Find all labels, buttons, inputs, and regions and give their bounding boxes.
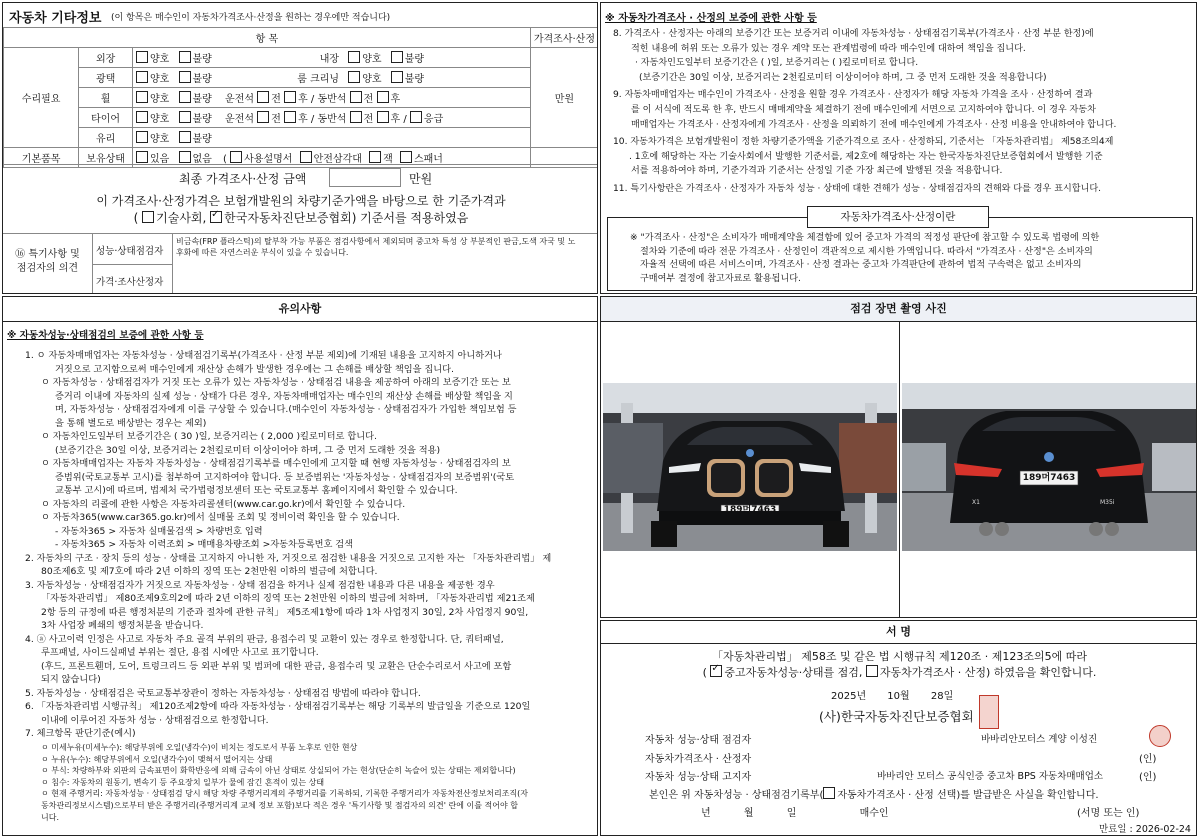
note-line: 80조제6호 및 제7호에 따라 2년 이하의 징역 또는 2천만원 이하의 벌금에 처합니다. [41,566,378,577]
bad-label: 불량 [192,134,212,145]
inspector-label: 성능·상태점검자 [93,234,173,265]
good-label: 양호 [362,74,382,85]
exterior-bad-checkbox[interactable] [179,51,191,63]
note-line: - 자동차365 > 자동차 이력조회 > 매매용차량조회 >자동차등록번호 검색 [55,539,354,550]
rear-label: 후 / [298,114,315,125]
buyer-day: 일 [786,808,797,819]
tire-label: 타이어 [79,108,133,128]
exterior-interior-row [133,48,531,68]
receipt-line [649,786,1099,801]
triangle-checkbox[interactable] [300,151,312,163]
notes-list [25,349,595,741]
rear-car-photo [902,383,1196,551]
tire-driver-rear-checkbox[interactable] [284,111,296,123]
photo-section [600,296,1197,618]
spanner-label: 스패너 [413,154,443,165]
note-line: 「자동차관리법」 제80조제9호의2에 따라 2년 이하의 징역 또는 2천만원 이하의 벌금에 처하며, 「자동차관리법 제21조제 [41,593,535,604]
appraiser-label: 가격·조사산정자 [93,265,173,294]
good-label: 양호 [150,94,170,105]
front-label: 전 [271,94,281,105]
rear-model-text: M35i [1100,499,1115,506]
bad-label: 불량 [192,94,212,105]
special-label: ⑯ 특기사항 및 점검자의 의견 [3,234,93,294]
item-line: 서를 적용하여야 하며, 기준가격과 기준서는 산정일 기준 가장 최근에 발행된 것을 적용합니다. [631,166,1003,177]
item-line: 9. 자동차매매업자는 매수인이 가격조사 · 산정을 원할 경우 가격조사 · 산정자가 해당 자동차 가격을 조사 · 산정하여 결과 [613,90,1093,101]
rear-plate-text: 189머7463 [1022,473,1076,483]
front-car-illustration [603,383,897,551]
front-label: 전 [363,114,374,125]
front-label: 전 [363,94,374,105]
interior-bad-checkbox[interactable] [391,51,403,63]
section-title: 자동차 기타정보 [9,11,102,26]
confirm-a: 중고자동차성능·상태를 점검, [724,666,863,679]
notes-heading: 유의사항 [3,297,597,322]
bad-label: 불량 [192,54,212,65]
basis-tail: ) 기준서를 적용하였음 [351,211,469,225]
criteria-line: ㅇ 누유(누수): 해당부위에서 오일(냉각수)이 맺혀서 떨어지는 상태 [41,754,273,764]
kadiga-label: 한국자동차진단보증협회 [224,211,352,225]
confirm-b: 자동차가격조사 · 산정) 하였음을 확인합니다. [879,666,1097,679]
appraiser-label: 자동차가격조사 · 산정자 [645,754,752,765]
note-line: 2항 등의 규정에 따른 행정처분의 기준과 절차에 관한 규칙」 제5조제1항에 따라 1차 사업정지 30일, 2차 사업정지 90일, [41,606,529,618]
notifier-label: 자동차 성능·상태 고지자 [645,772,752,783]
glass-bad-checkbox[interactable] [179,131,191,143]
have-checkbox[interactable] [136,151,148,163]
bad-label: 불량 [404,54,425,65]
basis-options: ( 기술사회, ✓한국자동차진단보증협회) 기준서를 적용하였음 [3,210,598,227]
buyer-month: 월 [743,808,754,819]
special-notes-block [3,233,598,294]
note-line: 을 통해 별도로 배상받는 경우는 제외) [55,417,207,429]
basic-items-row: 있음 없음 ( 사용설명서 안전삼각대 잭 스패너 [133,148,531,168]
interior-label: 내장 [319,54,340,65]
photo-divider [899,321,900,617]
jack-checkbox[interactable] [369,151,381,163]
note-line: 6. 「자동차관리법 시행규칙」 제120조제2항에 따라 자동차성능 · 상태점검기록부는 해당 기록부의 발급일을 기준으로 120일 [25,701,531,712]
definition-line: 자율적 선택에 따른 서비스이며, 가격조사 · 산정 결과는 중고차 가격판단에 관하여 법적 구속력은 없고 소비자의 [640,260,1082,270]
note-line: 2. 자동차의 구조 · 장치 등의 성능 · 상태를 고지하지 아니한 자, 거짓으로 점검한 내용을 거짓으로 고지한 자는 「자동차관리법」 제 [25,552,552,564]
room-bad-checkbox[interactable] [391,71,403,83]
criteria-line: ㅇ 미세누유(미세누수): 해당부위에 오일(냉각수)이 비치는 정도로서 부품 노후로 인한 현상 [41,743,358,752]
emergency-label: 응급 [423,114,444,125]
final-price-label: 최종 가격조사·산정 금액 [179,172,307,186]
tech-society-label: 기술사회 [156,211,203,225]
repair-price-unit: 만원 [554,94,575,105]
section-subtitle: (이 항목은 매수인이 자동차가격조사·산정을 원하는 경우에만 적습니다) [111,13,391,23]
exterior-label: 외장 [79,48,133,68]
note-line: (후드, 프론트휀더, 도어, 트렁크리드 등 외판 부위 및 범퍼에 대한 판금, 용접수리 및 교환은 단순수리로서 사고에 포함 [41,660,512,672]
tire-emergency-checkbox[interactable] [410,111,422,123]
bad-label: 불량 [192,74,212,85]
note-line: 3. 자동차성능 · 상태점검자가 거짓으로 자동차성능 · 상태 점검을 하거나 실제 점검한 내용과 다른 내용을 제공한 경우 [25,579,495,591]
inspector-name: 바바리안모터스 계양 이성진 [981,734,1098,745]
wheel-good-checkbox[interactable] [136,91,148,103]
tire-driver-front-checkbox[interactable] [257,111,269,123]
room-good-checkbox[interactable] [348,71,360,83]
item-line: 8. 가격조사 · 산정자는 아래의 보증기간 또는 보증거리 이내에 자동차성능 · 상태점검기록부(가격조사 · 산정 부분 한정)에 [613,29,1094,39]
manual-checkbox[interactable] [230,151,242,163]
rear-car-illustration [902,383,1196,551]
bad-label: 불량 [404,74,425,85]
good-label: 양호 [150,114,170,125]
inspector-opinion: 비금속(FRP 플라스틱)의 탈부착 가능 부품은 점검사항에서 제외되며 중고차 특성 상 부분적인 판금,도색 자국 및 노후화에 따른 자연스러운 부식이 있을 수 있습니다. [176,237,576,257]
receipt-a: 본인은 위 자동차성능 · 상태점검기록부( [649,790,824,801]
wheel-bad-checkbox[interactable] [179,91,191,103]
sign-year: 2025년 [831,691,867,702]
note-line: ㅇ 자동차성능 · 상태점검자가 거짓 또는 오류가 있는 자동차성능 · 상태점검 내용을 제공하여 아래의 보증기간 또는 보 [41,377,511,388]
note-line: 4. ⓐ 사고이력 인정은 사고로 자동차 주요 골격 부위의 판금, 용접수리 및 교환이 있는 경우로 한정합니다. 단, 쿼터패널, [25,633,504,645]
criteria-line: ㅇ 침수: 자동차의 원동기, 변속기 등 주요장치 일부가 물에 잠긴 흔적이 있는 상태 [41,777,325,787]
rear-badge-text: X1 [972,499,980,506]
tire-bad-checkbox[interactable] [179,111,191,123]
basis-text [3,193,598,227]
gloss-bad-checkbox[interactable] [179,71,191,83]
note-line: ㅇ 자동차의 리콜에 관한 사항은 자동차리콜센터(www.car.go.kr)에서 확인할 수 있습니다. [41,498,406,510]
tire-pass-rear-checkbox[interactable] [377,111,389,123]
tech-society-checkbox[interactable] [142,211,154,223]
criteria-line: 동차관리정보시스템)으로부터 받은 주행거리(주행거리계 교체 정보 포함)보다 적은 경우 '특기사항 및 점검자의 의견' 란에 이를 적어야 합 [41,800,518,810]
wheel-driver-front-checkbox[interactable] [257,91,269,103]
good-label: 양호 [150,134,170,145]
front-car-photo [603,383,897,551]
interior-good-checkbox[interactable] [348,51,360,63]
price-appraisal-checkbox[interactable] [866,665,878,677]
glass-good-checkbox[interactable] [136,131,148,143]
law-line: 「자동차관리법」 제58조 및 같은 법 시행규칙 제120조 · 제123조의5에 따라 [712,650,1087,663]
performance-check-checkbox[interactable] [710,665,722,677]
wheel-driver-rear-checkbox[interactable] [284,91,296,103]
photo-heading: 점검 장면 촬영 사진 [601,297,1196,322]
wheel-pass-front-checkbox[interactable] [350,91,362,103]
sign-date [831,687,953,702]
item-line: 11. 특기사항란은 가격조사 · 산정자가 자동차 성능 · 상태에 대한 견해가 성능 · 상태점검자의 견해와 다를 경우 표시합니다. [613,183,1102,194]
notifier-mark: (인) [1139,772,1157,783]
note-line: 7. 체크항목 판단기준(예시) [25,728,136,739]
receipt-b: 자동차가격조사 · 산정 선택)를 발급받은 사실을 확인합니다. [837,790,1099,801]
bad-label: 불량 [192,114,212,125]
have-label: 있음 [150,154,170,165]
tire-pass-front-checkbox[interactable] [350,111,362,123]
manual-label: 사용설명서 [244,154,293,165]
definition-line: 구매여부 결정에 참고자료로 활용됩니다. [640,273,801,284]
tire-good-checkbox[interactable] [136,111,148,123]
price-definition-box [607,217,1193,291]
note-line: (보증기간은 30일 이상, 보증거리는 2천킬로미터 이상이어야 하며, 그 중 먼저 도래한 것을 적용) [55,444,441,456]
none-label: 없음 [192,154,212,165]
buyer-sign-field[interactable]: (서명 또는 인) [1077,808,1140,819]
note-line: 3차 사업장 폐쇄의 행정처분을 받습니다. [41,620,204,631]
note-line: ㅇ 자동차인도일부터 보증기간은 ( 30 )일, 보증거리는 ( 2,000 )킬로미터로 합니다. [41,431,377,442]
tire-row [133,108,531,128]
notifier-name: 바바리안 모터스 공식인증 중고차 BPS 자동차매매업소 [877,771,1104,782]
none-checkbox[interactable] [179,151,191,163]
possession-label: 보유상태 [79,148,133,168]
wheel-pass-rear-checkbox[interactable] [377,91,389,103]
notes-section [2,296,598,836]
passenger-seat-label: 동반석 [317,94,347,105]
price-guarantee-heading: ※ 자동차가격조사 · 산정의 보증에 관한 사항 등 [605,13,817,24]
appraiser-mark: (인) [1139,754,1157,765]
front-label: 전 [271,114,281,125]
item-line: 적힌 내용에 허위 또는 오류가 있는 경우 계약 또는 관계법령에 따라 매수인에 대하여 책임을 집니다. [631,43,1026,54]
header-price: 가격조사·산정 [530,28,598,48]
gloss-good-checkbox[interactable] [136,71,148,83]
org-name: (사)한국자동차진단보증협회 [819,709,974,724]
item-line: . 1호에 해당하는 자는 기술사회에서 발행한 기준서를, 제2호에 해당하는 자는 한국자동차진단보증협회에서 발행한 기준 [629,151,1103,162]
notes-small-list [41,742,597,823]
condition-table [3,27,598,168]
expiry-date: 만료일 : 2026-02-24 [1099,824,1191,835]
passenger-seat-label: 동반석 [317,114,347,125]
criteria-line: ㅇ 부식: 차량하부와 외판의 금속표면이 화학반응에 의해 금속이 아닌 상태로 상실되어 가는 현상(단순히 녹슬어 있는 상태는 제외합니다) [41,766,516,776]
kadiga-checkbox[interactable] [210,211,222,223]
org-seal [979,695,999,729]
triangle-label: 안전삼각대 [313,154,362,165]
price-guarantee-section [600,2,1197,294]
signature-heading: 서 명 [601,621,1196,644]
front-plate-text: 189머7463 [723,505,777,515]
driver-seat-label: 운전석 [225,94,255,105]
criteria-line: 니다. [41,812,59,822]
inspector-label: 자동차 성능·상태 점검자 [645,735,752,746]
rear-label: 후 / [298,94,315,105]
criteria-line: ㅇ 현재 주행거리: 자동차성능 · 상태점검 당시 해당 차량 주행거리계의 주행거리를 기록하되, 기록한 주행거리가 자동차전산정보처리조직(자 [41,789,528,799]
buyer-date-line [701,804,889,819]
note-line: 5. 자동차성능 · 상태점검은 국토교통부장관이 정하는 자동차성능 · 상태점검 방법에 따라야 합니다. [25,687,421,699]
note-line: 며, 자동차성능 · 상태점검자에게 이를 구상할 수 있습니다.(매수인이 자동차성능 · 상태점검자가 가입한 책임보험 등 [55,404,517,415]
note-line: 이내에 이루어진 자동차 성능 · 상태점검으로 한정합니다. [41,714,269,726]
note-line: 루프패널, 사이드실패널 부위는 절단, 용접 시에만 사고로 표기합니다. [41,647,319,658]
basic-label: 기본품목 [4,148,79,168]
note-line: 교통부 고시)에 따르며, 법제처 국가법령정보센터 또는 국토교통부 홈페이지에서 확인할 수 있습니다. [55,485,458,496]
section-title-bar [3,3,597,28]
sign-day: 28일 [930,691,954,702]
item-line: 를 이 서식에 적도록 한 후, 반드시 매매계약을 체결하기 전에 매수인에게 서면으로 고지하여야 합니다. 이 경우 자동차 [631,104,1096,115]
final-price-row [3,164,598,191]
rear-label: 후 [390,94,401,105]
basis-line: 이 가격조사·산정가격은 보험개발원의 차량기준가액을 바탕으로 한 기준가격과 [96,194,506,208]
note-line: ㅇ 자동차매매업자는 자동차 자동차성능 · 상태점검기록부를 매수인에게 고지할 때 현행 자동차성능 · 상태점검자의 보 [41,458,511,469]
gloss-label: 광택 [79,68,133,88]
wheel-row [133,88,531,108]
gloss-room-row [133,68,531,88]
price-definition-title: 자동차가격조사·산정이란 [807,206,989,228]
definition-line: 절차와 기준에 따라 전문 가격조사 · 산정인이 객관적으로 제시한 가액입니다. 따라서 "가격조사 · 산정"은 소비자의 [640,246,1093,257]
repair-price-cell [530,48,598,148]
notes-subheading: ※ 자동차성능·상태점검의 보증에 관한 사항 등 [7,330,204,341]
driver-seat-label: 운전석 [225,114,255,125]
confirm-line: ( ✓중고자동차성능·상태를 점검, 자동차가격조사 · 산정) 하였음을 확인합니다. [601,664,1197,680]
note-line: - 자동차365 > 자동차 실매물검색 > 차량번호 입력 [55,525,263,537]
price-guarantee-items [613,27,1193,197]
note-line: 증범위(국토교통부 고시)를 첨부하여 고지하여야 합니다. 등 보증범위는 '자동차성능 · 상태점검자의 보증범위'(국토 [55,471,515,483]
price-definition-text [630,232,1190,286]
item-line: 10. 자동차가격은 보험개발원이 정한 차량기준가액을 기준가격으로 조사 · 산정하되, 기준서는 「자동차관리법」 제58조의4제 [613,137,1114,148]
glass-row [133,128,531,148]
note-line: ㅇ 자동차365(www.car365.go.kr)에서 실매물 조회 및 정비이력 확인을 할 수 있습니다. [41,512,400,523]
final-price-input[interactable] [329,168,401,187]
item-line: 매매업자는 가격조사 · 산정자에게 가격조사 · 산정을 의뢰하기 전에 매수인에게 가격조사 · 산정 비용을 안내하여야 합니다. [631,119,1117,130]
sign-month: 10월 [887,691,910,702]
room-cleaning-label: 룸 크리닝 [297,74,340,85]
good-label: 양호 [150,74,170,85]
vehicle-other-info-section [2,2,598,294]
header-item: 항 목 [4,28,531,48]
receipt-price-checkbox[interactable] [823,787,835,799]
note-line: 증거리 이내에 자동차의 실제 성능 · 상태가 다른 경우, 자동차매매업자는 매수인의 재산상 손해를 배상할 책임을 지 [55,390,513,402]
item-line: (보증기간은 30일 이상, 보증거리는 2천킬로미터 이상이어야 하며, 그 중 먼저 도래한 것을 적용합니다) [639,72,1047,83]
spanner-checkbox[interactable] [400,151,412,163]
signature-section [600,620,1197,836]
note-line: 1. ㅇ 자동차매매업자는 자동차성능 · 상태점검기록부(가격조사 · 산정 부분 제외)에 기재된 내용을 고지하지 아니하거나 [25,350,502,361]
glass-label: 유리 [79,128,133,148]
good-label: 양호 [150,54,170,65]
exterior-good-checkbox[interactable] [136,51,148,63]
note-line: 되지 않습니다) [41,674,101,685]
definition-line: ※ "가격조사 · 산정"은 소비자가 매매계약을 체결함에 있어 중고차 가격의 적정성 판단에 참고할 수 있도록 법령에 의한 [630,233,1100,243]
buyer-year: 년 [701,808,711,819]
inspector-seal [1149,725,1171,747]
buyer-label: 매수인 [859,808,889,819]
repair-label: 수리필요 [4,48,79,148]
rear-label: 후 / [390,114,407,125]
note-line: 거짓으로 고지함으로써 매수인에게 재산상 손해가 발생한 경우에는 그 손해를 배상할 책임을 집니다. [55,363,454,375]
wheel-label: 휠 [79,88,133,108]
jack-label: 잭 [383,154,393,165]
final-price-unit: 만원 [409,172,433,186]
good-label: 양호 [362,54,382,65]
item-line: · 자동차인도일부터 보증기간은 ( )일, 보증거리는 ( )킬로미터로 합니다. [635,58,919,69]
